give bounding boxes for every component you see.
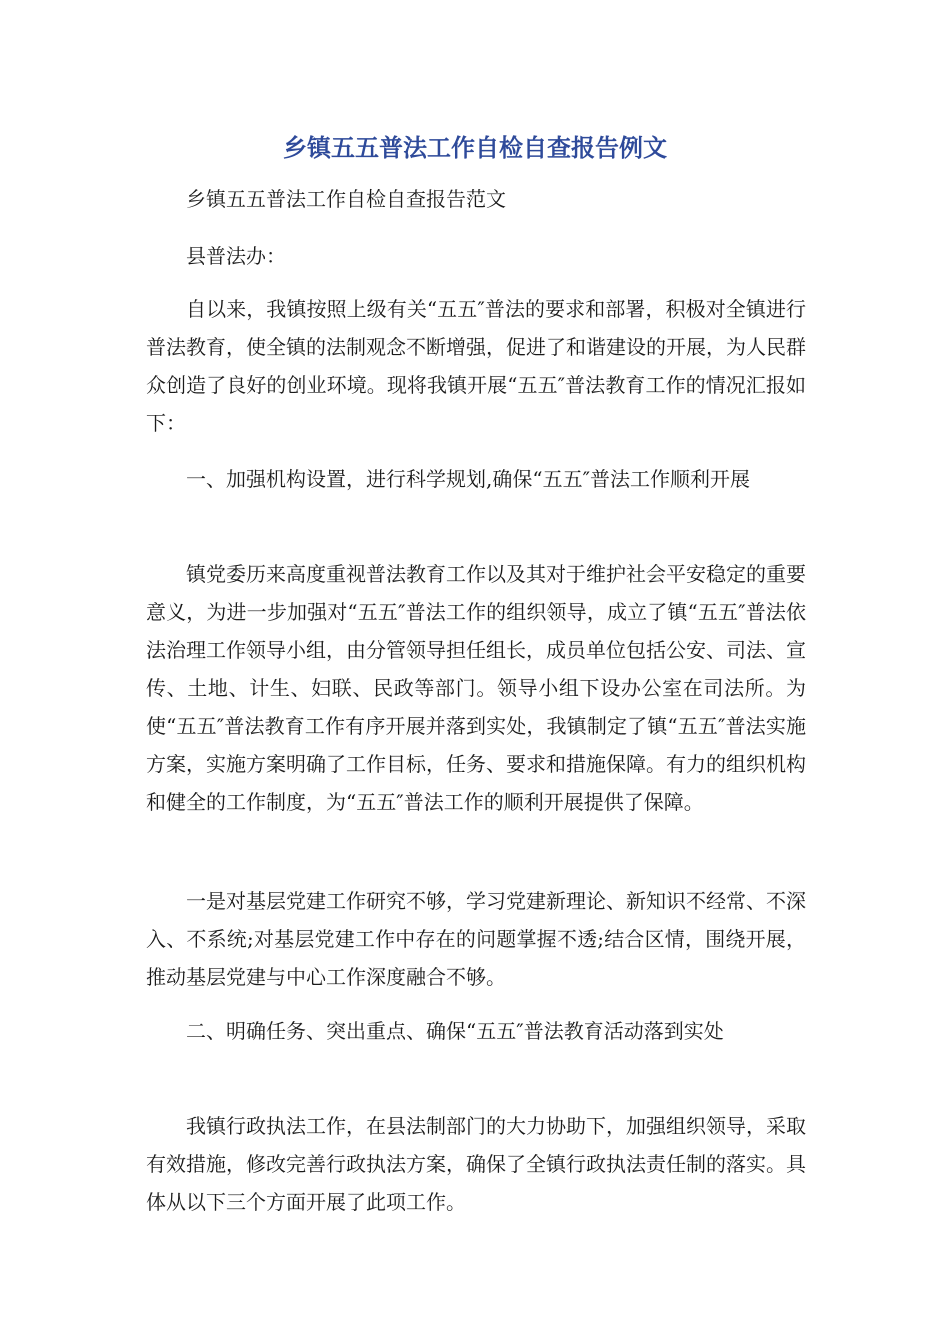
- intro-paragraph: 自以来，我镇按照上级有关“五五″普法的要求和部署，积极对全镇进行普法教育，使全镇的法制观念不断增强，促进了和谐建设的开展，为人民群众创造了良好的创业环境。现将我镇开展“五五″普法教育工作的情况汇报如下：: [146, 297, 806, 435]
- section-heading-1: 一、加强机构设置，进行科学规划,确保“五五″普法工作顺利开展: [186, 467, 751, 491]
- body-paragraph-3: 我镇行政执法工作，在县法制部门的大力协助下，加强组织领导，采取有效措施，修改完善行政执法方案，确保了全镇行政执法责任制的落实。具体从以下三个方面开展了此项工作。: [146, 1114, 806, 1214]
- document-subtitle: 乡镇五五普法工作自检自查报告范文: [186, 187, 506, 211]
- salutation: 县普法办：: [186, 244, 286, 268]
- body-paragraph-2: 一是对基层党建工作研究不够，学习党建新理论、新知识不经常、不深入、不系统;对基层党建工作中存在的问题掌握不透;结合区情，围绕开展，推动基层党建与中心工作深度融合不够。: [146, 889, 806, 989]
- body-paragraph-1: 镇党委历来高度重视普法教育工作以及其对于维护社会平安稳定的重要意义，为进一步加强对“五五″普法工作的组织领导，成立了镇“五五″普法依法治理工作领导小组，由分管领导担任组长，成员单位包括公安、司法、宣传、土地、计生、妇联、民政等部门。领导小组下设办公室在司法所。为使“五五″普法教育工作有序开展并落到实处，我镇制定了镇“五五″普法实施方案，实施方案明确了工作目标，任务、要求和措施保障。有力的组织机构和健全的工作制度，为“五五″普法工作的顺利开展提供了保障。: [146, 562, 806, 814]
- section-heading-2: 二、明确任务、突出重点、确保“五五″普法教育活动落到实处: [186, 1019, 724, 1043]
- document-title: 乡镇五五普法工作自检自查报告例文: [283, 134, 667, 162]
